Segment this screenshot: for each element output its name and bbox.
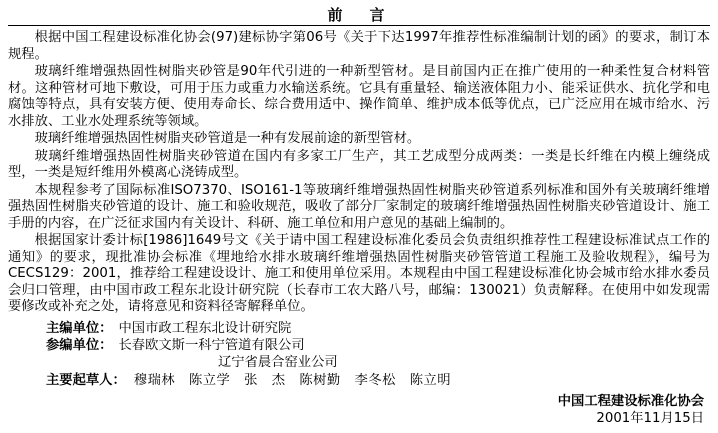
authors-label: 主要起草人： [46, 372, 126, 388]
paragraph-1: 根据中国工程建设标准化协会(97)建标协字第06号《关于下达1997年推荐性标准编制计划的函》的要求，制订本规程。 [8, 30, 710, 62]
paragraph-6: 根据国家计委计标[1986]1649号文《关于请中国工程建设标准化委员会负责组织推荐性工程建设标准试点工作的通知》的要求，现批准协会标准《埋地给水排水玻璃纤维增强热固性树脂夹砂管管道工程施工及验收规程》，编号为CECS129：2001，推荐给工程建设设计、施工和使用单位采用。本规程由中国工程建设标准化协会城市给水排水委员会归口管理，由中国市政工程东北设计研究院（长春市工农大路八号，邮编：130021）负责解释。在使用中如发现需要修改或补充之处，请将意见和资料径寄解释单位。 [8, 233, 710, 314]
co-unit-row [8, 337, 710, 354]
title-divider [8, 25, 710, 26]
paragraph-5: 本规程参考了国际标准ISO7370、ISO161-1等玻璃纤维增强热固性树脂夹砂管道系列标准和国外有关玻璃纤维增强热固性树脂夹砂管道的设计、施工和验收规范，吸收了部分厂家制定的玻璃纤维增强热固性树脂夹砂管道设计、施工手册的内容，在广泛征求国内有关设计、科研、施工单位和用户意见的基础上编制的。 [8, 182, 710, 231]
co-unit-value: 长春欧文斯一科宁管道有限公司 [118, 337, 305, 353]
paragraph-3: 玻璃纤维增强热固性树脂夹砂管道是一种有发展前途的新型管材。 [34, 131, 421, 146]
main-unit-label: 主编单位： [46, 320, 113, 336]
authors-row [8, 372, 710, 389]
co-unit-value-secondary: 辽宁省晨合窑业公司 [218, 354, 338, 370]
co-unit-label: 参编单位： [46, 337, 113, 353]
footer-date: 2001年11月15日 [596, 411, 704, 426]
authors-names: 穆瑞林 陈立学 张 杰 陈树勤 李冬松 陈立明 [133, 372, 452, 388]
paragraph-4: 玻璃纤维增强热固性树脂夹砂管道在国内有多家工厂生产，其工艺成型分成两类：一类是长纤维在内模上缠绕成型，一类是短纤维用外模离心浇铸成型。 [8, 148, 710, 180]
paragraph-2: 玻璃纤维增强热固性树脂夹砂管是90年代引进的一种新型管材。是目前国内正在推广使用的一种柔性复合材料管材。这种管材可地下敷设，可用于压力或重力水输送系统。它具有重量轻、输送液体阻力小、能采证供水、抗化学和电腐蚀等特点，具有安装方便、使用寿命长、综合费用适中、操作简单、维护成本低等优点，已广泛应用在城市给水、污水排放、工业水处理系统等领域。 [8, 64, 710, 129]
page-title: 前 言 [327, 6, 391, 24]
main-unit-row [8, 320, 710, 337]
document-footer [558, 393, 704, 427]
footer-organization: 中国工程建设标准化协会 [557, 394, 704, 409]
main-unit-value: 中国市政工程东北设计研究院 [118, 320, 292, 336]
signature-block [8, 320, 710, 389]
